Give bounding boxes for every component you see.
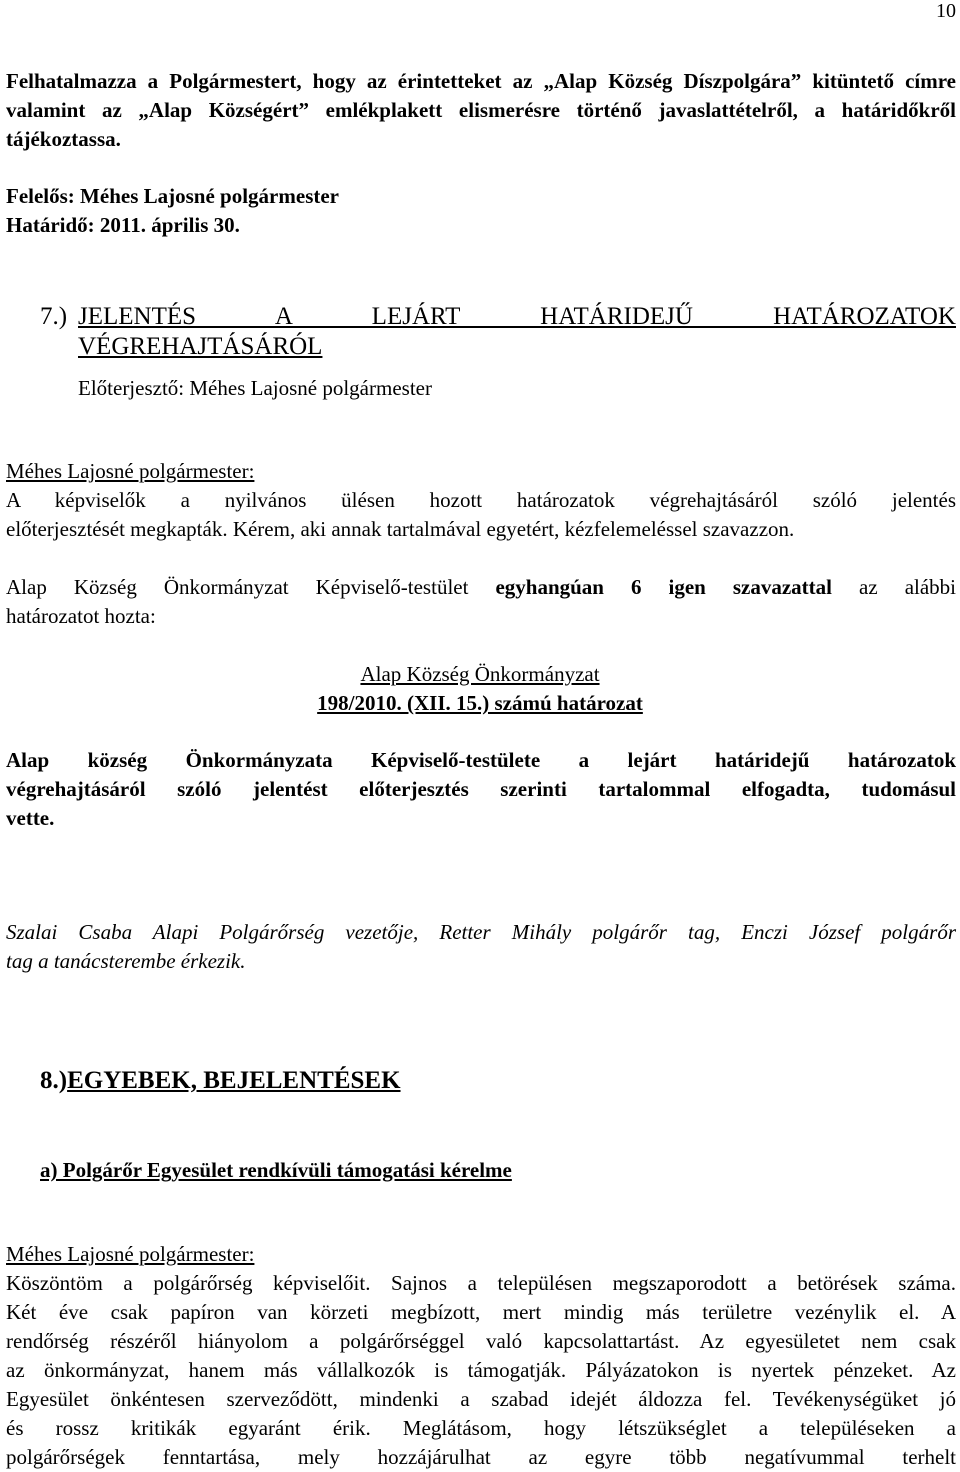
authorization-text: Felhatalmazza a Polgármestert, hogy az érintetteket az „Alap Község Díszpolgára” kitüntető címre valamint az „Alap Községért” emlékplakett elismerésre történő javaslattételről, a határidőkről tájékoztassa.: [6, 69, 956, 151]
speech-line: és rossz kritikák egyaránt érik. Meglátásom, hogy létszükséglet a településeken a: [6, 1416, 956, 1440]
agenda-item-7-number: 7.): [40, 303, 68, 330]
agenda-item-7-title: [40, 302, 956, 362]
speech-line: előterjesztését megkapták. Kérem, aki annak tartalmával egyetért, kézfelemeléssel szavazzon.: [6, 517, 795, 541]
agenda-item-7-title-line2: VÉGREHAJTÁSÁRÓL: [78, 333, 323, 360]
resolution-line: végrehajtásáról szóló jelentést előterjesztés szerinti tartalommal elfogadta, tudomásul: [6, 777, 956, 801]
arrival-line: Szalai Csaba Alapi Polgárőrség vezetője, Retter Mihály polgárőr tag, Enczi József polgárőr: [6, 920, 956, 944]
vote-line-2: határozatot hozta:: [6, 604, 156, 628]
page-number: 10: [936, 0, 956, 22]
arrival-line: tag a tanácsterembe érkezik.: [6, 949, 246, 973]
resolution-line: Alap község Önkormányzata Képviselő-testülete a lejárt határidejű határozatok: [6, 748, 956, 772]
authorization-paragraph: [6, 67, 956, 154]
subsection-a-title: a) Polgárőr Egyesület rendkívüli támogatási kérelme: [40, 1158, 512, 1182]
speech-paragraph-2: [6, 1269, 956, 1472]
vote-line: [6, 573, 956, 602]
speech-line: A képviselők a nyilvános ülésen hozott határozatok végrehajtásáról szóló jelentés: [6, 488, 956, 512]
resolution-body: [6, 746, 956, 833]
deadline-line: Határidő: 2011. április 30.: [6, 213, 240, 237]
speech-line: polgárőrségek fenntartása, mely hozzájárulhat az egyre több negatívummal terhelt: [6, 1445, 956, 1469]
vote-text-post: az alábbi: [859, 575, 956, 599]
arrival-note: [6, 918, 956, 976]
speech-line: az önkormányzat, hanem más vállalkozók is támogatják. Pályázatokon is nyertek pénzeket. Az: [6, 1358, 956, 1382]
presenter-line: Előterjesztő: Méhes Lajosné polgármester: [78, 376, 432, 400]
vote-paragraph: [6, 573, 956, 631]
speech-paragraph: [6, 486, 956, 544]
speech-line: rendőrség részéről hiányolom a polgárőrséggel való kapcsolattartást. Az egyesületet nem csak: [6, 1329, 956, 1353]
agenda-item-8-title-text: EGYEBEK, BEJELENTÉSEK: [67, 1067, 401, 1094]
agenda-item-8-number: 8.): [40, 1067, 68, 1094]
agenda-item-7-title-line1: JELENTÉS A LEJÁRT HATÁRIDEJŰ HATÁROZATOK: [78, 303, 956, 330]
agenda-item-8-title: [40, 1066, 401, 1096]
speaker-label: Méhes Lajosné polgármester:: [6, 459, 255, 483]
responsible-line: Felelős: Méhes Lajosné polgármester: [6, 184, 339, 208]
speaker-label-2: Méhes Lajosné polgármester:: [6, 1242, 255, 1266]
speech-line: Két éve csak papíron van körzeti megbízott, mert mindig más területre vezénylik el. A: [6, 1300, 956, 1324]
resolution-number: 198/2010. (XII. 15.) számú határozat: [317, 691, 643, 715]
speech-line: Köszöntöm a polgárőrség képviselőit. Sajnos a településen megszaporodott a betörések száma.: [6, 1271, 956, 1295]
vote-text-pre: Alap Község Önkormányzat Képviselő-testület: [6, 575, 469, 599]
speech-line: Egyesület önkéntesen szerveződött, mindenki a szabad idejét áldozza fel. Tevékenységüket jó: [6, 1387, 956, 1411]
vote-result: egyhangúan 6 igen szavazattal: [495, 575, 833, 599]
resolution-org: Alap Község Önkormányzat: [360, 662, 600, 686]
resolution-line: vette.: [6, 806, 55, 830]
